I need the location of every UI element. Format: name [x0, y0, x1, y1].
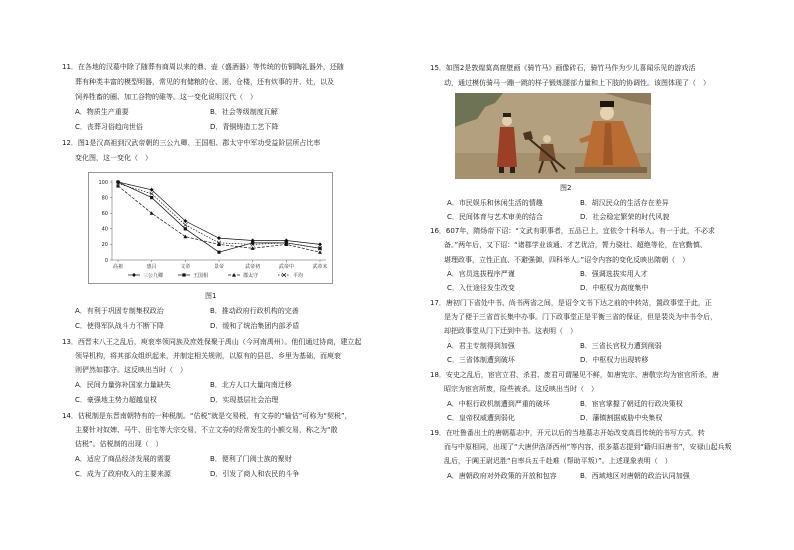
legend-label: 三公九卿	[143, 272, 164, 279]
figure-2-mural-image	[455, 93, 651, 179]
question-stem-line: 是为了便于三省首长集中办事。门下政事堂正是平衡三省的保证，但是裴炎为中书令后，	[444, 313, 717, 321]
figure-1-line-chart	[88, 172, 333, 284]
question-stem-line: 却把政事堂从门下迁到中书。这表明（ ）	[444, 327, 577, 335]
x-tick-label: 文帝	[180, 264, 191, 270]
option-d: D．实现基层社会治理	[210, 396, 279, 404]
option-b: B．三省长官权力遭到削弱	[580, 342, 662, 350]
data-point-series-2	[251, 241, 254, 244]
legend-marker	[132, 273, 136, 277]
question-stem-line: 14．估税制是东晋南朝特有的一种税制。“估税”就是交易税，有文券的“输估”可称为“契税”，	[62, 412, 352, 420]
question-stem-line: 乱后，于阗王尉迟胜“自率兵五千赴难（帮助平叛）”。上述现象表明（ ）	[444, 457, 672, 465]
data-point-series-2	[217, 251, 220, 254]
option-c: C．入仕途径发生改变	[447, 284, 515, 292]
question-stem-line: 11．在各地的汉墓中除了随葬有商周以来的鼎、壶（盛酒器）等传统的仿铜陶礼器外，还随	[62, 63, 344, 71]
question-stem-line: 19．在吐鲁番出土的唐朝墓志中，开元以后的当地墓志开始改变高昌传统的书写方式，转	[430, 429, 705, 437]
standing-figure-robe	[497, 127, 517, 167]
option-c: C．成为了政府收入的主要来源	[75, 470, 171, 478]
option-b: B．强调选拔实用人才	[580, 270, 648, 278]
series-line-2	[118, 182, 320, 252]
question-stem-line: 则俨然如郡守。这反映出当时（ ）	[75, 366, 187, 374]
option-c: C．民间体育与艺术审美的结合	[447, 213, 543, 221]
seated-figure-head	[600, 106, 614, 120]
data-point-series-2	[116, 180, 119, 183]
option-a: A．市民娱乐和休闲生活的情趣	[447, 199, 543, 207]
option-c: C．使得军队战斗力不断下降	[75, 322, 164, 330]
option-d: D．缓和了统治集团内部矛盾	[210, 322, 300, 330]
figure-2-caption: 图2	[560, 184, 572, 192]
option-a: A．有利于巩固专制集权政治	[75, 307, 164, 315]
legend-label: 王国相	[193, 272, 209, 279]
question-stem-line: 12．图1是汉高祖到汉武帝朝的三公九卿、王国相、郡太守中军功受益阶层所占比率	[62, 139, 321, 147]
seated-figure-mat	[575, 167, 647, 173]
y-tick-label: 60	[101, 211, 108, 217]
option-b: B．西域地区对唐朝的政治认同加强	[580, 472, 690, 480]
data-point-series-3	[183, 235, 187, 239]
data-point-series-2	[184, 227, 187, 230]
question-stem-line: 16．607年，隋炀帝下诏：“文武有职事者，五品已上，宜依令十科举人。有一于此，不必求	[430, 227, 715, 235]
x-tick-label: 惠吕	[146, 264, 157, 270]
legend-label: 平均	[293, 272, 304, 279]
y-tick-label: 40	[101, 226, 108, 233]
question-stem-line: 堪理政事，立性正直、不避强御，四科举人。”诏令内容的变化反映出隋朝（ ）	[444, 256, 690, 264]
option-a: A．物质生产重要	[75, 108, 129, 116]
option-a: A．官员选拔程序严谨	[447, 270, 515, 278]
question-stem-line: 葬有种类丰富的模型明器，常见的有储粮的仓、囷、仓楼，还有炊事的井、灶，以及	[75, 78, 334, 86]
option-c: C．丧葬习俗趋向世俗	[75, 123, 143, 131]
question-stem-line: 17．唐初门下省处中书、尚书两省之间，是诏令文书下达之前的中转站，置政事堂于此，正	[430, 299, 712, 307]
question-stem-line: 13．西晋末八王之乱后，庾衮率领同族及庶姓保聚于禹山（今河南禹州）。他们通过协商，建立起	[62, 338, 362, 346]
option-d: D．社会稳定繁荣的时代风貌	[580, 213, 670, 221]
standing-figure-head	[502, 116, 512, 126]
option-a: A．民间力量弥补国家力量缺失	[75, 381, 171, 389]
series-line-1	[118, 182, 320, 244]
question-stem-line: 18．安史之乱后，宦官立君、杀君、废君可谓屡见不鲜，如唐宪宗、唐敬宗均为宦官所杀，唐	[430, 371, 719, 379]
question-stem-line: 变化图，这一变化（ ）	[75, 154, 152, 162]
question-stem-line: 饲养牲畜的圈、加工谷物的碓等。这一变化说明汉代（ ）	[75, 93, 257, 101]
option-a: A．适应了商品经济发展的需要	[75, 455, 171, 463]
option-c: C．三省体制遭到破坏	[447, 356, 515, 364]
option-c: C．皇帝权威遭到弱化	[447, 414, 515, 422]
y-tick-label: 100	[98, 179, 108, 186]
option-c: C．豪强地主势力超越皇权	[75, 396, 157, 404]
option-d: D．引发了商人和农民的斗争	[210, 470, 300, 478]
x-tick-label: 高祖	[112, 264, 124, 270]
option-b: B．推动政府行政机构的完善	[210, 307, 299, 315]
question-stem-line: 主要针对奴婢、马牛、田宅等大宗交易，不立文券的经常发生的小额交易，称之为“散	[75, 426, 338, 434]
option-b: B．北方人口大量向南迁移	[210, 381, 292, 389]
standing-figure-foot	[499, 167, 504, 173]
standing-figure-foot	[510, 167, 515, 173]
option-d: D．青铜铸造工艺下降	[210, 123, 279, 131]
question-stem-line: 而与中原相同，出现了“大唐伊洛泽西州”等内容，很多墓志提到“籍归旧唐书”，安禄山起兵叛	[444, 443, 732, 451]
data-point-series-3	[318, 250, 322, 254]
chart-frame	[89, 173, 333, 284]
data-point-series-1	[217, 236, 221, 240]
option-b: B．胡汉民众的生活存在差异	[580, 199, 669, 207]
option-d: D．中枢权力高度集中	[580, 284, 649, 292]
x-tick-label: 武帝中	[278, 264, 294, 270]
option-d: D．藩镇割据威胁中央集权	[580, 414, 663, 422]
legend-label: 郡太守	[243, 272, 259, 279]
seated-figure-hat	[600, 101, 614, 107]
question-stem-line: 估税”。估税制的出现（ ）	[75, 440, 163, 448]
legend-marker	[182, 273, 185, 276]
x-tick-label: 武帝初	[245, 264, 261, 270]
option-a: A．唐朝政府对外政策的开放和包容	[447, 472, 557, 480]
question-stem-line: 昭宗为宦官所废，险些被杀。这反映出当时（ ）	[444, 385, 598, 393]
option-a: A．中枢行政机制遭到严重的破坏	[447, 400, 550, 408]
standing-figure-hat	[503, 113, 511, 117]
question-stem-line: 动，通过模仿骑马一蹦一跳的样子锻炼腿部力量和上下肢的协调性。该图体现了（ ）	[444, 79, 710, 87]
data-point-series-1	[318, 242, 322, 246]
option-b: B．便利了门阀士族的聚财	[210, 455, 292, 463]
option-a: A．君主专制得到加强	[447, 342, 515, 350]
child-head	[543, 135, 551, 143]
x-tick-label: 景帝	[213, 264, 225, 270]
data-point-series-2	[150, 196, 153, 199]
x-tick-label: 武帝末	[312, 264, 328, 270]
question-stem-line: 备。”两年后，又下诏：“诸郡学业该通、才艺优洽，膂力骁壮、超绝等伦，在官勤慎、	[444, 241, 707, 249]
option-b: B．社会等级制度瓦解	[210, 108, 278, 116]
question-stem-line: 领导机构，将其部众组织起来，并制定相关规则，以原有的县邑、乡里为基础，而庾衮	[75, 352, 341, 360]
y-tick-label: 80	[101, 195, 108, 202]
option-d: D．中枢权力出现转移	[580, 356, 649, 364]
y-tick-label: 0	[104, 257, 108, 264]
option-b: B．宦官掌握了朝廷的行政决策权	[580, 400, 683, 408]
figure-1-caption: 图1	[205, 292, 217, 300]
question-stem-line: 15．如图2是敦煌莫高窟壁画《骑竹马》画像砖石，骑竹马作为少儿喜闻乐见的游戏活	[430, 64, 696, 72]
data-point-series-3	[116, 184, 120, 188]
y-tick-label: 20	[101, 242, 108, 249]
